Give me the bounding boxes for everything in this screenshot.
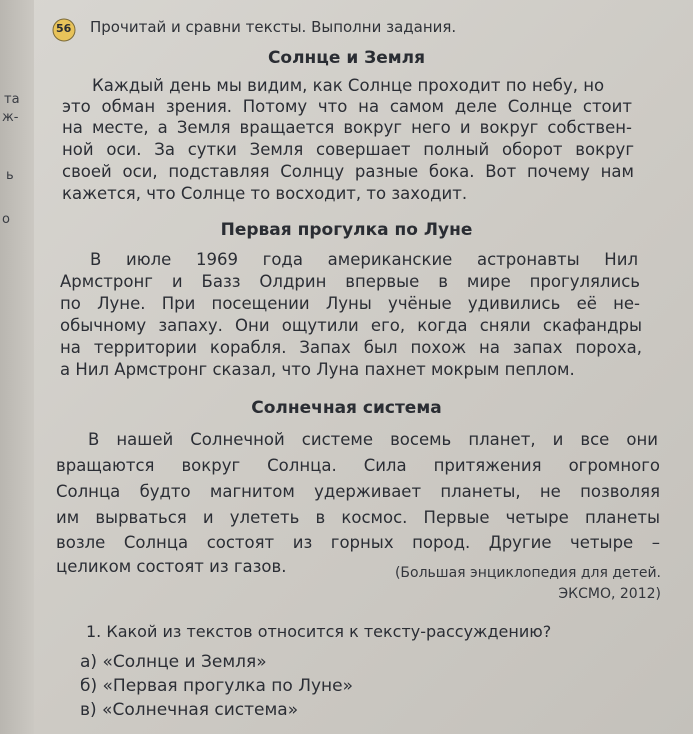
- margin-fragment: ь: [6, 168, 14, 183]
- source-citation-line-1: (Большая энциклопедия для детей.: [394, 565, 661, 581]
- text-3-line: вращаются вокруг Солнца. Сила притяжения огромного: [56, 456, 660, 475]
- answer-option-a: а) «Солнце и Земля»: [80, 652, 267, 672]
- text-1-line: Каждый день мы видим, как Солнце проходит по небу, но: [92, 76, 605, 95]
- text-3-title: Солнечная система: [251, 398, 442, 418]
- text-1-line: на месте, а Земля вращается вокруг него и вокруг собствен-: [62, 118, 632, 137]
- text-2-line: на территории корабля. Запах был похож на запах пороха,: [60, 338, 642, 357]
- text-2-line: Армстронг и Базз Олдрин впервые в мире прогулялись: [60, 272, 640, 291]
- text-3-line: В нашей Солнечной системе восемь планет, и все они: [88, 430, 658, 449]
- task-number: 56: [56, 22, 72, 35]
- text-2-line: по Луне. При посещении Луны учёные удивились её не-: [60, 294, 640, 313]
- text-2-line: обычному запаху. Они ощутили его, когда сняли скафандры: [60, 316, 642, 335]
- text-1-title: Солнце и Земля: [267, 48, 426, 68]
- text-3-line: Солнца будто магнитом удерживает планеты, не позволяя: [56, 482, 660, 501]
- margin-fragment: о: [2, 212, 10, 227]
- text-1-line: кажется, что Солнце то восходит, то заходит.: [62, 184, 468, 203]
- margin-fragment: ж-: [2, 110, 19, 125]
- answer-option-b: б) «Первая прогулка по Луне»: [80, 676, 354, 696]
- answer-option-c: в) «Солнечная система»: [80, 700, 299, 720]
- text-1-line: своей оси, подставляя Солнцу разные бока. Вот почему нам: [62, 162, 634, 181]
- question-1: 1. Какой из текстов относится к тексту-рассуждению?: [86, 622, 552, 641]
- text-3-line: целиком состоят из газов.: [56, 557, 287, 576]
- text-3-line: возле Солнца состоят из горных пород. Другие четыре –: [56, 533, 660, 552]
- margin-fragment: та: [4, 92, 20, 107]
- text-3-line: им вырваться и улететь в космос. Первые четыре планеты: [56, 508, 660, 527]
- text-2-line: а Нил Армстронг сказал, что Луна пахнет мокрым пеплом.: [60, 360, 575, 379]
- text-1-line: ной оси. За сутки Земля совершает полный оборот вокруг: [62, 140, 634, 159]
- task-instruction: Прочитай и сравни тексты. Выполни задания.: [90, 18, 457, 36]
- text-2-title: Первая прогулка по Луне: [220, 220, 473, 240]
- source-citation-line-2: ЭКСМО, 2012): [558, 586, 661, 602]
- text-2-line: В июле 1969 года американские астронавты Нил: [90, 250, 638, 269]
- text-1-line: это обман зрения. Потому что на самом деле Солнце стоит: [62, 97, 632, 116]
